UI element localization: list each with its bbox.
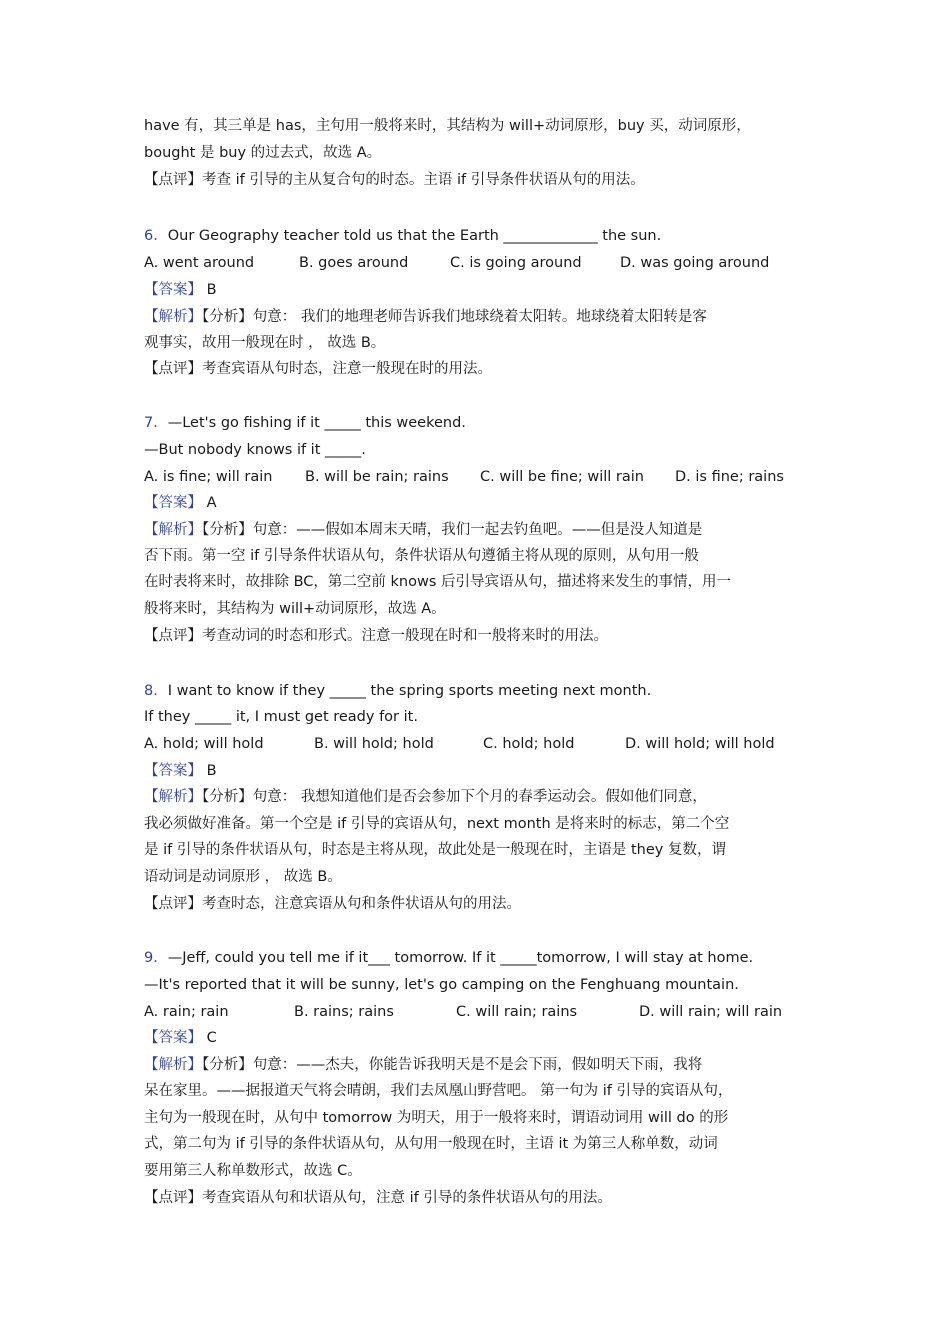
question-8-options xyxy=(144,734,824,754)
option-c: C. is going around xyxy=(450,255,582,271)
question-number: 6． xyxy=(144,228,168,244)
question-9-analysis-line-1 xyxy=(144,1055,702,1075)
question-text: —Jeff, could you tell me if it___ tomorrow. If it _____tomorrow, I will stay at home. xyxy=(167,950,754,966)
option-b: B. rains; rains xyxy=(294,1004,394,1020)
analysis-text: 【分析】句意： 我想知道他们是否会参加下个月的春季运动会。假如他们同意， xyxy=(202,789,707,805)
option-a: A. hold; will hold xyxy=(144,736,264,752)
intro-line-2: bought 是 buy 的过去式，故选 A。 xyxy=(144,145,382,161)
answer-tag: 【答案】 xyxy=(144,763,202,779)
question-text: Our Geography teacher told us that the Earth _____________ the sun. xyxy=(167,228,662,244)
answer-tag: 【答案】 xyxy=(144,282,202,298)
question-6-options xyxy=(144,253,824,273)
question-8-analysis-line-3: 是 if 引导的条件状语从句，时态是主将从现，故此处是一般现在时，主语是 they 复数，谓 xyxy=(144,842,726,858)
question-text: I want to know if they _____ the spring sports meeting next month. xyxy=(167,683,652,699)
question-8-analysis-line-1 xyxy=(144,787,707,807)
question-9-analysis-line-2: 呆在家里。——据报道天气将会晴朗，我们去凤凰山野营吧。 第一句为 if 引导的宾语从句， xyxy=(144,1083,733,1099)
answer-tag: 【答案】 xyxy=(144,1030,202,1046)
question-7-stem-line-2: —But nobody knows if it _____. xyxy=(144,442,366,458)
question-number: 9． xyxy=(144,950,168,966)
question-8-analysis-line-2: 我必须做好准备。第一个空是 if 引导的宾语从句，next month 是将来时的标志，第二个空 xyxy=(144,816,730,832)
option-d: D. was going around xyxy=(620,255,770,271)
option-d: D. will rain; will rain xyxy=(639,1004,783,1020)
option-a: A. rain; rain xyxy=(144,1004,229,1020)
question-9-stem-line-2: —It's reported that it will be sunny, let's go camping on the Fenghuang mountain. xyxy=(144,977,739,993)
question-text: —Let's go fishing if it _____ this weekend. xyxy=(167,415,466,431)
question-7-analysis-line-1 xyxy=(144,520,702,540)
analysis-tag: 【解析】 xyxy=(144,1057,202,1073)
question-7-stem-line-1 xyxy=(144,413,466,433)
question-6-answer xyxy=(144,280,217,300)
question-8-analysis-line-4: 语动词是动词原形 ， 故选 B。 xyxy=(144,869,342,885)
option-b: B. will hold; hold xyxy=(314,736,434,752)
analysis-text: 【分析】句意：——杰夫，你能告诉我明天是不是会下雨，假如明天下雨，我将 xyxy=(202,1057,703,1073)
question-7-analysis-line-2: 否下雨。第一空 if 引导条件状语从句，条件状语从句遵循主将从现的原则，从句用一般 xyxy=(144,548,699,564)
question-9-analysis-line-5: 要用第三人称单数形式，故选 C。 xyxy=(144,1163,362,1179)
option-a: A. went around xyxy=(144,255,255,271)
question-8-stem-line-1 xyxy=(144,681,651,701)
intro-review: 【点评】考查 if 引导的主从复合句的时态。主语 if 引导条件状语从句的用法。 xyxy=(144,172,645,188)
analysis-tag: 【解析】 xyxy=(144,309,202,325)
answer-tag: 【答案】 xyxy=(144,495,202,511)
option-b: B. goes around xyxy=(299,255,409,271)
question-7-analysis-line-4: 般将来时，其结构为 will+动词原形，故选 A。 xyxy=(144,601,446,617)
option-a: A. is fine; will rain xyxy=(144,469,273,485)
question-9-options xyxy=(144,1002,824,1022)
option-d: D. will hold; will hold xyxy=(625,736,775,752)
question-6-review: 【点评】考查宾语从句时态，注意一般现在时的用法。 xyxy=(144,361,492,377)
question-9-stem-line-1 xyxy=(144,948,753,968)
question-7-review: 【点评】考查动词的时态和形式。注意一般现在时和一般将来时的用法。 xyxy=(144,628,608,644)
question-8-review: 【点评】考查时态，注意宾语从句和条件状语从句的用法。 xyxy=(144,896,521,912)
question-7-options xyxy=(144,467,824,487)
answer-value: A xyxy=(206,495,217,511)
question-number: 7． xyxy=(144,415,168,431)
question-6-analysis-line-1 xyxy=(144,307,707,327)
answer-value: B xyxy=(206,763,217,779)
question-9-answer xyxy=(144,1028,217,1048)
analysis-text: 【分析】句意： 我们的地理老师告诉我们地球绕着太阳转。地球绕着太阳转是客 xyxy=(202,309,707,325)
question-8-stem-line-2: If they _____ it, I must get ready for it. xyxy=(144,709,418,725)
option-c: C. will rain; rains xyxy=(456,1004,578,1020)
option-c: C. will be fine; will rain xyxy=(480,469,644,485)
option-c: C. hold; hold xyxy=(483,736,575,752)
intro-line-1: have 有，其三单是 has，主句用一般将来时，其结构为 will+动词原形，buy 买，动词原形， xyxy=(144,118,751,134)
question-8-answer xyxy=(144,761,217,781)
question-6-stem xyxy=(144,226,661,246)
question-9-analysis-line-4: 式，第二句为 if 引导的条件状语从句，从句用一般现在时，主语 it 为第三人称单数，动词 xyxy=(144,1136,718,1152)
option-b: B. will be rain; rains xyxy=(305,469,449,485)
analysis-tag: 【解析】 xyxy=(144,522,202,538)
question-7-analysis-line-3: 在时表将来时，故排除 BC，第二空前 knows 后引导宾语从句，描述将来发生的事情，用一 xyxy=(144,574,732,590)
analysis-tag: 【解析】 xyxy=(144,789,202,805)
question-9-analysis-line-3: 主句为一般现在时，从句中 tomorrow 为明天，用于一般将来时，谓语动词用 will do 的形 xyxy=(144,1110,729,1126)
question-number: 8． xyxy=(144,683,168,699)
question-9-review: 【点评】考查宾语从句和状语从句，注意 if 引导的条件状语从句的用法。 xyxy=(144,1190,612,1206)
analysis-text: 【分析】句意：——假如本周末天晴，我们一起去钓鱼吧。——但是没人知道是 xyxy=(202,522,703,538)
answer-value: C xyxy=(206,1030,217,1046)
option-d: D. is fine; rains xyxy=(675,469,784,485)
question-7-answer xyxy=(144,493,217,513)
answer-value: B xyxy=(206,282,217,298)
question-6-analysis-line-2: 观事实，故用一般现在时 ， 故选 B。 xyxy=(144,335,386,351)
